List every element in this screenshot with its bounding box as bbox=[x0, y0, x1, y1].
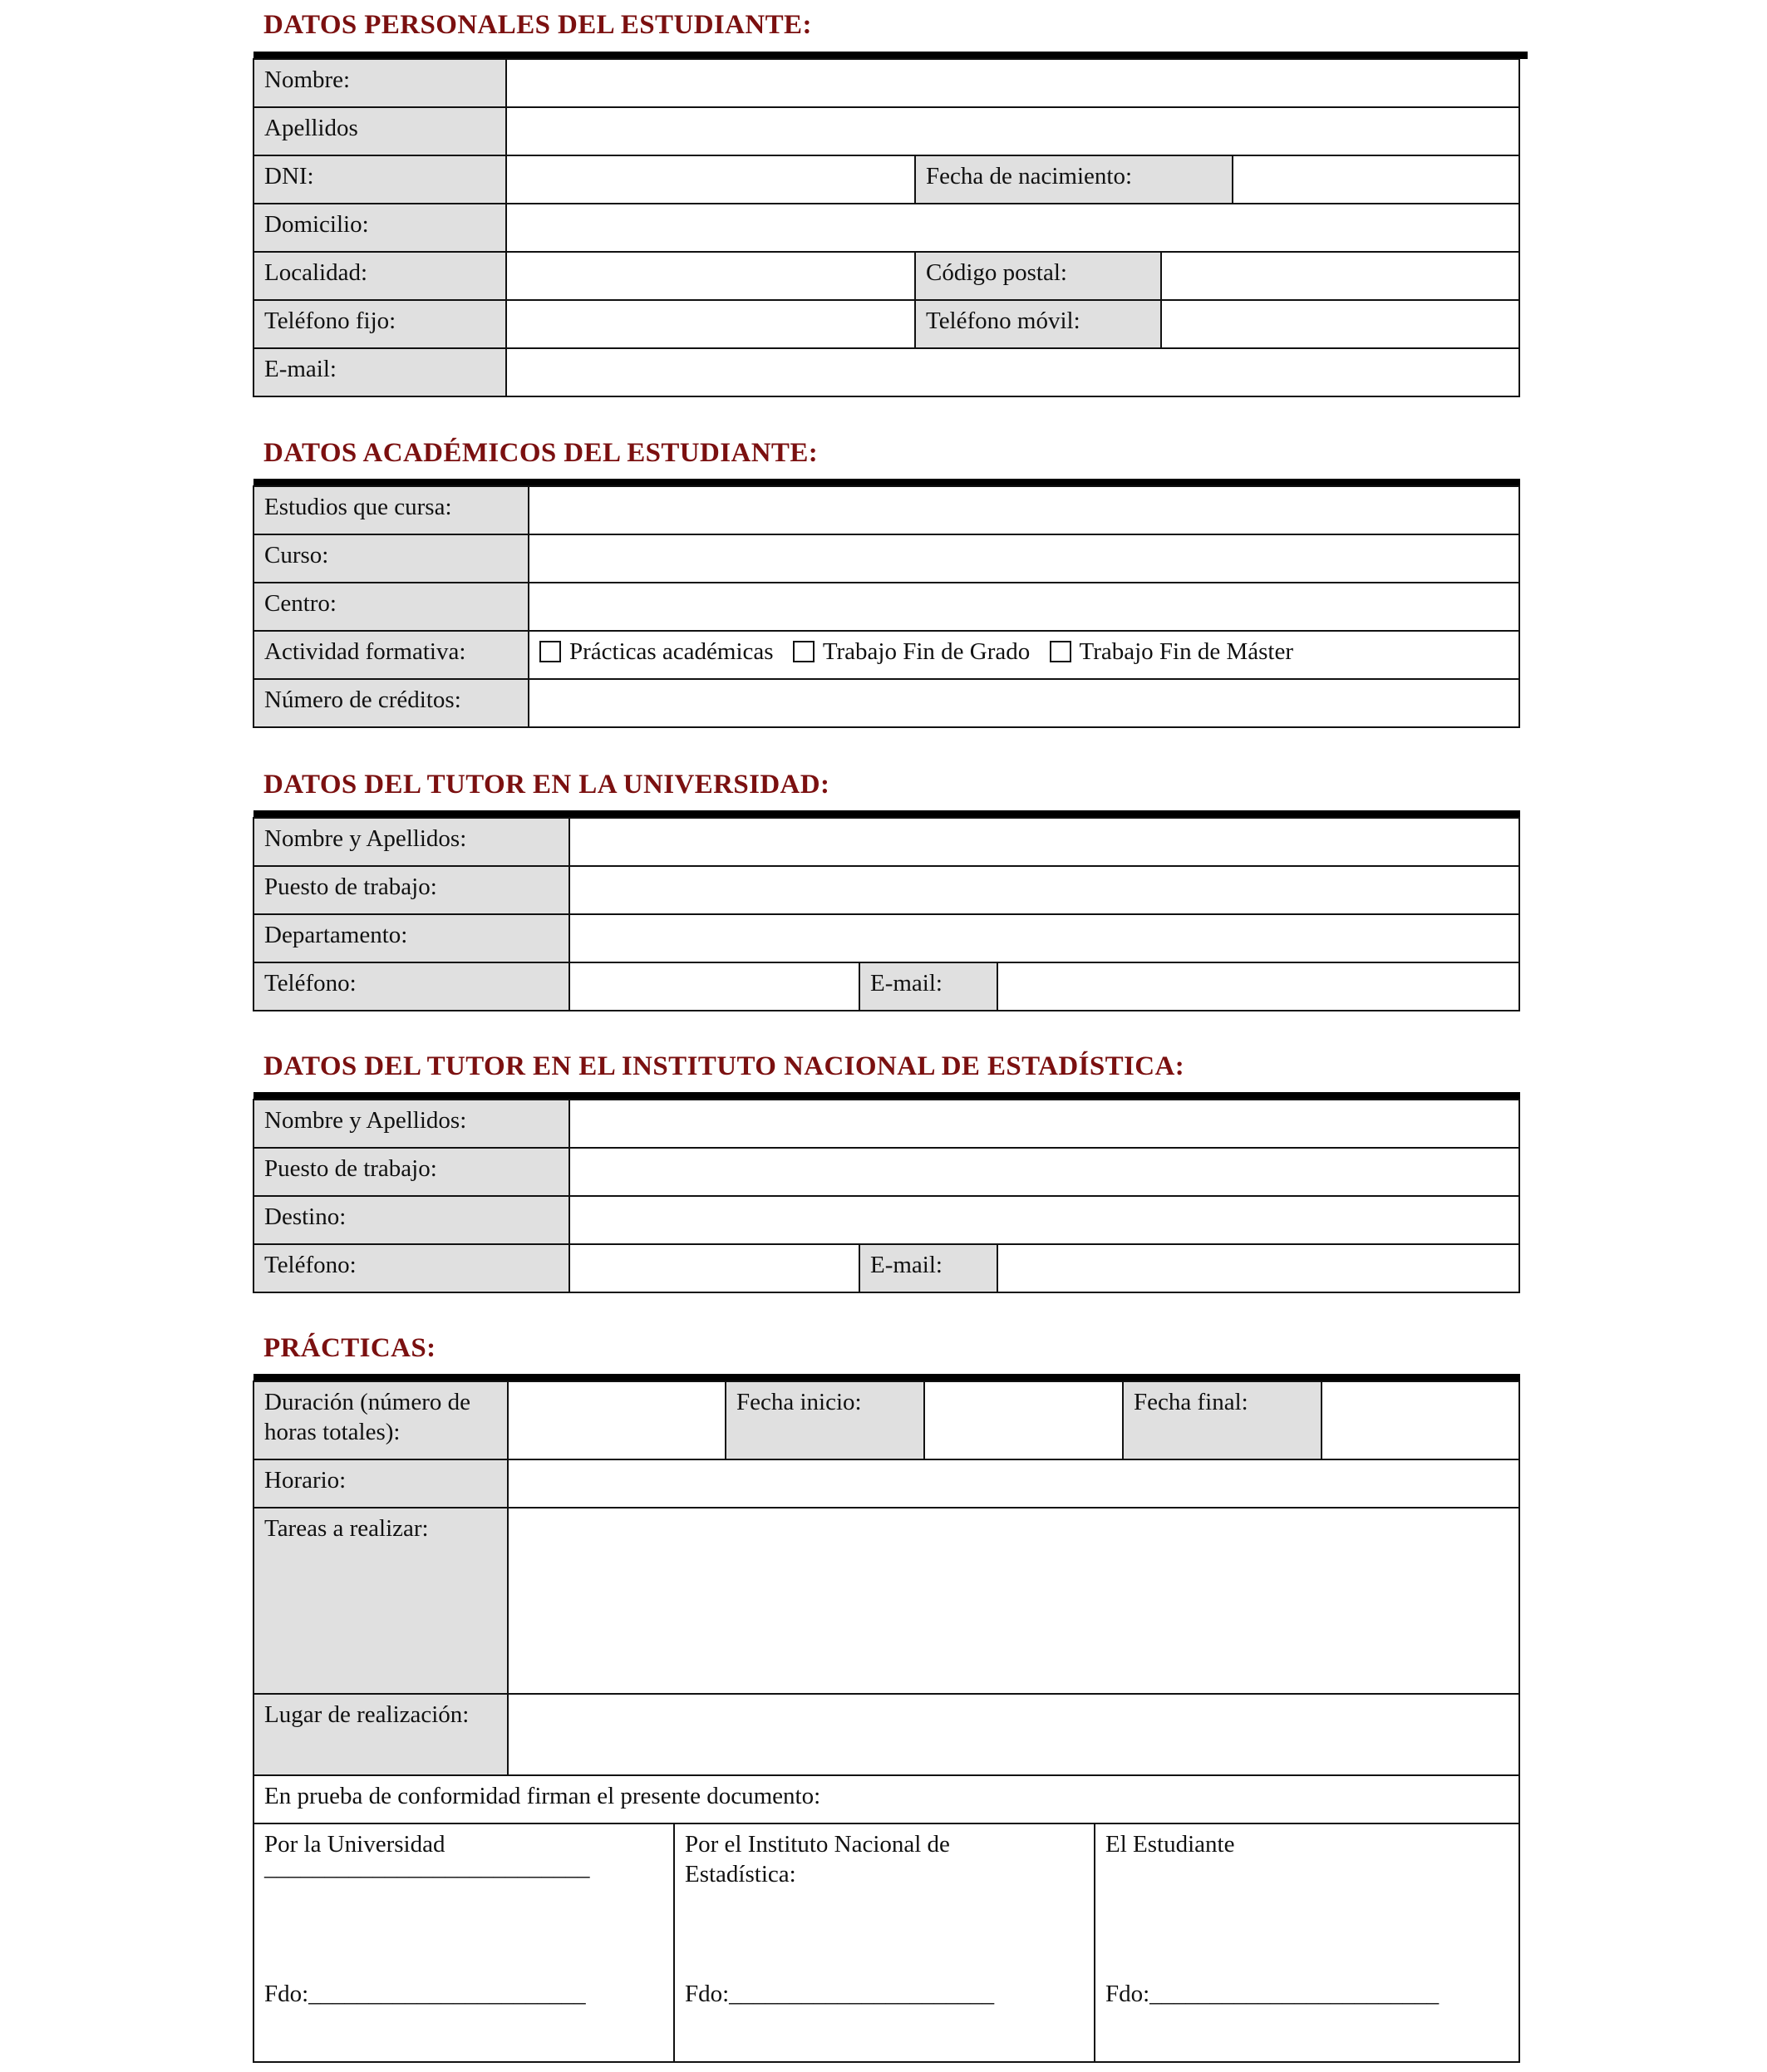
telefono-movil-field[interactable] bbox=[1160, 299, 1520, 349]
dni-field[interactable] bbox=[505, 155, 916, 204]
lugar-field[interactable] bbox=[507, 1693, 1520, 1776]
fecha-final-field[interactable] bbox=[1321, 1381, 1520, 1460]
fecha-nacimiento-field[interactable] bbox=[1232, 155, 1520, 204]
label-tutor-ine-nombre: Nombre y Apellidos: bbox=[253, 1099, 570, 1149]
label-fecha-nacimiento: Fecha de nacimiento: bbox=[914, 155, 1233, 204]
checkbox-practicas[interactable] bbox=[539, 641, 561, 662]
apellidos-field[interactable] bbox=[505, 106, 1520, 156]
localidad-field[interactable] bbox=[505, 251, 916, 301]
checkbox-tfm[interactable] bbox=[1050, 641, 1071, 662]
label-dni: DNI: bbox=[253, 155, 507, 204]
conformidad-text: En prueba de conformidad firman el presente documento: bbox=[253, 1774, 1520, 1824]
section-title-practicas: PRÁCTICAS: bbox=[263, 1333, 436, 1363]
tutor-ine-nombre-field[interactable] bbox=[568, 1099, 1520, 1149]
label-tutor-univ-email: E-mail: bbox=[859, 962, 998, 1011]
section-title-personal: DATOS PERSONALES DEL ESTUDIANTE: bbox=[263, 10, 812, 40]
label-codigo-postal: Código postal: bbox=[914, 251, 1162, 301]
signature-ine-label: Por el Instituto Nacional de Estadística: bbox=[685, 1831, 950, 1887]
tutor-ine-puesto-field[interactable] bbox=[568, 1147, 1520, 1197]
label-lugar: Lugar de realización: bbox=[253, 1693, 509, 1776]
tareas-field[interactable] bbox=[507, 1507, 1520, 1695]
signature-estudiante-fdo: Fdo:________________________ bbox=[1105, 1981, 1440, 2007]
section-title-academic: DATOS ACADÉMICOS DEL ESTUDIANTE: bbox=[263, 438, 819, 468]
email-field[interactable] bbox=[505, 347, 1520, 397]
telefono-fijo-field[interactable] bbox=[505, 299, 916, 349]
label-estudios: Estudios que cursa: bbox=[253, 485, 529, 535]
label-actividad: Actividad formativa: bbox=[253, 630, 529, 680]
tutor-univ-email-field[interactable] bbox=[997, 962, 1520, 1011]
label-email: E-mail: bbox=[253, 347, 507, 397]
signature-universidad-line: ___________________________ bbox=[264, 1854, 590, 1881]
signature-ine-fdo: Fdo:______________________ bbox=[685, 1981, 995, 2007]
tutor-univ-departamento-field[interactable] bbox=[568, 913, 1520, 963]
tutor-ine-telefono-field[interactable] bbox=[568, 1243, 860, 1293]
tutor-univ-puesto-field[interactable] bbox=[568, 865, 1520, 915]
checkbox-tfg[interactable] bbox=[793, 641, 815, 662]
label-centro: Centro: bbox=[253, 582, 529, 632]
curso-field[interactable] bbox=[528, 534, 1520, 583]
signature-ine[interactable] bbox=[673, 1823, 1095, 2063]
label-domicilio: Domicilio: bbox=[253, 203, 507, 253]
label-apellidos: Apellidos bbox=[253, 106, 507, 156]
domicilio-field[interactable] bbox=[505, 203, 1520, 253]
tutor-univ-telefono-field[interactable] bbox=[568, 962, 860, 1011]
nombre-field[interactable] bbox=[505, 58, 1520, 108]
centro-field[interactable] bbox=[528, 582, 1520, 632]
label-tutor-univ-departamento: Departamento: bbox=[253, 913, 570, 963]
label-curso: Curso: bbox=[253, 534, 529, 583]
signature-universidad-fdo: Fdo:_______________________ bbox=[264, 1981, 586, 2007]
duracion-field[interactable] bbox=[507, 1381, 726, 1460]
estudios-field[interactable] bbox=[528, 485, 1520, 535]
label-telefono-fijo: Teléfono fijo: bbox=[253, 299, 507, 349]
label-tutor-ine-email: E-mail: bbox=[859, 1243, 998, 1293]
option-tfg[interactable]: Trabajo Fin de Grado bbox=[793, 638, 1030, 665]
actividad-options bbox=[528, 630, 1520, 680]
fecha-inicio-field[interactable] bbox=[923, 1381, 1124, 1460]
label-fecha-final: Fecha final: bbox=[1122, 1381, 1322, 1460]
signature-universidad[interactable] bbox=[253, 1823, 675, 2063]
option-practicas[interactable]: Prácticas académicas bbox=[539, 638, 774, 665]
label-duracion: Duración (número de horas totales): bbox=[253, 1381, 509, 1460]
section-title-tutor-ine: DATOS DEL TUTOR EN EL INSTITUTO NACIONAL DE ESTADÍSTICA: bbox=[263, 1051, 1185, 1081]
horario-field[interactable] bbox=[507, 1459, 1520, 1508]
signature-estudiante-label: El Estudiante bbox=[1105, 1831, 1235, 1858]
creditos-field[interactable] bbox=[528, 678, 1520, 728]
label-tareas: Tareas a realizar: bbox=[253, 1507, 509, 1695]
option-tfm[interactable]: Trabajo Fin de Máster bbox=[1050, 638, 1294, 665]
tutor-ine-destino-field[interactable] bbox=[568, 1195, 1520, 1245]
label-telefono-movil: Teléfono móvil: bbox=[914, 299, 1162, 349]
label-tutor-univ-puesto: Puesto de trabajo: bbox=[253, 865, 570, 915]
label-tutor-univ-nombre: Nombre y Apellidos: bbox=[253, 817, 570, 867]
label-horario: Horario: bbox=[253, 1459, 509, 1508]
tutor-ine-email-field[interactable] bbox=[997, 1243, 1520, 1293]
codigo-postal-field[interactable] bbox=[1160, 251, 1520, 301]
signature-estudiante[interactable] bbox=[1094, 1823, 1520, 2063]
label-tutor-ine-destino: Destino: bbox=[253, 1195, 570, 1245]
label-fecha-inicio: Fecha inicio: bbox=[725, 1381, 925, 1460]
label-nombre: Nombre: bbox=[253, 58, 507, 108]
label-localidad: Localidad: bbox=[253, 251, 507, 301]
label-tutor-ine-puesto: Puesto de trabajo: bbox=[253, 1147, 570, 1197]
label-creditos: Número de créditos: bbox=[253, 678, 529, 728]
label-tutor-ine-telefono: Teléfono: bbox=[253, 1243, 570, 1293]
section-title-tutor-univ: DATOS DEL TUTOR EN LA UNIVERSIDAD: bbox=[263, 770, 830, 800]
signature-universidad-label: Por la Universidad bbox=[264, 1831, 445, 1858]
label-tutor-univ-telefono: Teléfono: bbox=[253, 962, 570, 1011]
tutor-univ-nombre-field[interactable] bbox=[568, 817, 1520, 867]
